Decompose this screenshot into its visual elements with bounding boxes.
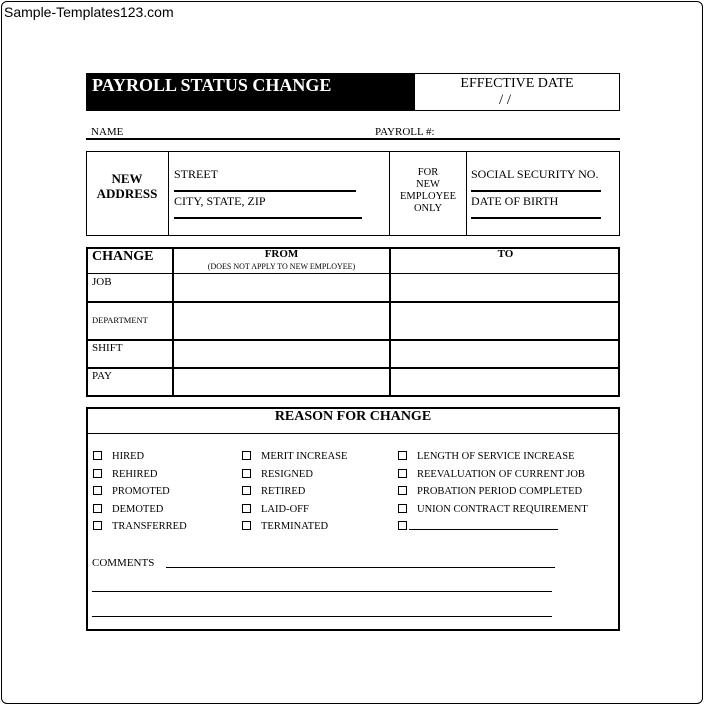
- checkbox[interactable]: [398, 451, 407, 460]
- reason-section: [86, 407, 620, 631]
- checkbox[interactable]: [242, 486, 251, 495]
- comments-line-1[interactable]: [166, 567, 555, 568]
- reason-label: RETIRED: [261, 486, 306, 497]
- reason-transferred[interactable]: [93, 521, 187, 532]
- ssn-field[interactable]: [471, 190, 601, 192]
- note-line: EMPLOYEE: [400, 191, 456, 202]
- dob-field[interactable]: [471, 217, 601, 219]
- effective-date-label: EFFECTIVE DATE: [460, 76, 574, 91]
- divider: [86, 367, 620, 369]
- reason-label: LAID-OFF: [261, 504, 309, 515]
- reason-label: TERMINATED: [261, 521, 329, 532]
- reason-label: UNION CONTRACT REQUIREMENT: [417, 504, 588, 515]
- row-label-pay: PAY: [92, 370, 112, 382]
- reason-terminated[interactable]: [242, 521, 328, 532]
- watermark: Sample-Templates123.com: [4, 4, 174, 20]
- checkbox[interactable]: [242, 504, 251, 513]
- reason-label: REHIRED: [112, 469, 158, 480]
- reason-label: MERIT INCREASE: [261, 451, 348, 462]
- checkbox[interactable]: [242, 451, 251, 460]
- reason-other-field[interactable]: [409, 529, 558, 530]
- reason-label: PROMOTED: [112, 486, 170, 497]
- checkbox[interactable]: [93, 521, 102, 530]
- name-line[interactable]: [86, 138, 620, 140]
- effective-date-box: [414, 73, 620, 111]
- reason-label: TRANSFERRED: [112, 521, 187, 532]
- divider: [466, 151, 467, 236]
- ssn-label: SOCIAL SECURITY NO.: [471, 167, 599, 181]
- from-note: (DOES NOT APPLY TO NEW EMPLOYEE): [207, 262, 356, 271]
- row-label-job: JOB: [92, 276, 112, 288]
- divider: [86, 273, 620, 274]
- note-line: FOR: [417, 167, 439, 178]
- dob-label: DATE OF BIRTH: [471, 194, 559, 208]
- reason-label: DEMOTED: [112, 504, 164, 515]
- reason-length-of-service[interactable]: [398, 451, 575, 462]
- from-header: FROM: [264, 248, 299, 260]
- checkbox[interactable]: [242, 521, 251, 530]
- reason-demoted[interactable]: [93, 504, 163, 515]
- comments-line-3[interactable]: [92, 616, 552, 617]
- reason-other[interactable]: [398, 521, 417, 532]
- divider: [86, 433, 620, 434]
- row-label-shift: SHIFT: [92, 342, 123, 354]
- reason-hired[interactable]: [93, 451, 144, 462]
- divider: [168, 151, 169, 236]
- reason-label: RESIGNED: [261, 469, 313, 480]
- comments-line-2[interactable]: [92, 591, 552, 592]
- payroll-number-label: PAYROLL #:: [375, 126, 435, 138]
- reason-probation-completed[interactable]: [398, 486, 582, 497]
- change-header: CHANGE: [92, 249, 154, 264]
- reason-title: REASON FOR CHANGE: [274, 409, 432, 424]
- reason-union-contract[interactable]: [398, 504, 588, 515]
- note-line: NEW: [416, 179, 440, 190]
- checkbox[interactable]: [398, 486, 407, 495]
- checkbox[interactable]: [93, 504, 102, 513]
- checkbox[interactable]: [242, 469, 251, 478]
- divider: [86, 301, 620, 303]
- city-state-zip-field[interactable]: [174, 217, 362, 219]
- reason-label: PROBATION PERIOD COMPLETED: [417, 486, 583, 497]
- reason-resigned[interactable]: [242, 469, 313, 480]
- comments-label: COMMENTS: [92, 557, 155, 569]
- name-label: NAME: [91, 126, 124, 138]
- checkbox[interactable]: [398, 469, 407, 478]
- checkbox[interactable]: [398, 521, 407, 530]
- reason-retired[interactable]: [242, 486, 305, 497]
- row-label-department: DEPARTMENT: [92, 315, 148, 325]
- city-state-zip-label: CITY, STATE, ZIP: [174, 194, 266, 208]
- reason-promoted[interactable]: [93, 486, 170, 497]
- divider: [86, 339, 620, 341]
- note-line: ONLY: [413, 203, 443, 214]
- reason-reevaluation[interactable]: [398, 469, 585, 480]
- street-field[interactable]: [174, 190, 356, 192]
- checkbox[interactable]: [398, 504, 407, 513]
- checkbox[interactable]: [93, 469, 102, 478]
- for-new-employee-note: [390, 167, 466, 215]
- reason-label: HIRED: [112, 451, 145, 462]
- reason-label: REEVALUATION OF CURRENT JOB: [417, 469, 585, 480]
- street-label: STREET: [174, 167, 218, 181]
- reason-rehired[interactable]: [93, 469, 158, 480]
- reason-merit-increase[interactable]: [242, 451, 347, 462]
- checkbox[interactable]: [93, 451, 102, 460]
- divider: [389, 247, 391, 397]
- new-address-label: NEW ADDRESS: [96, 171, 158, 201]
- to-header: TO: [497, 248, 514, 260]
- reason-laid-off[interactable]: [242, 504, 309, 515]
- effective-date-field[interactable]: / /: [499, 92, 512, 108]
- checkbox[interactable]: [93, 486, 102, 495]
- form-title: PAYROLL STATUS CHANGE: [86, 73, 414, 111]
- reason-label: LENGTH OF SERVICE INCREASE: [417, 451, 575, 462]
